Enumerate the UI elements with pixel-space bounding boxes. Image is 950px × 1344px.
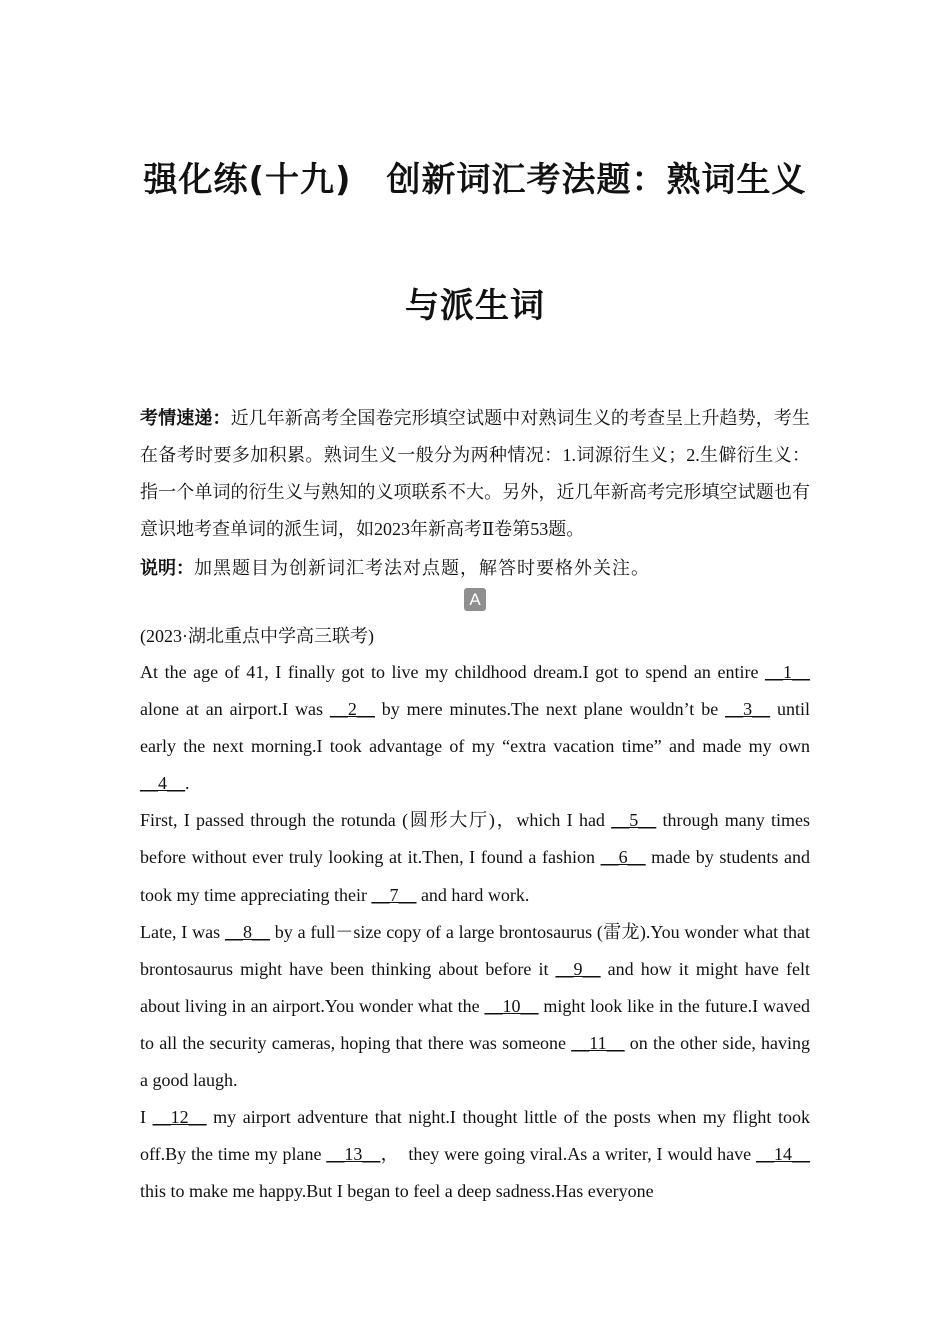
passage-text: . bbox=[185, 773, 190, 794]
passage-paragraph bbox=[140, 914, 810, 1099]
instruction-note bbox=[140, 550, 810, 587]
passage-source: (2023·湖北重点中学高三联考) bbox=[140, 626, 374, 646]
blank-5: __5__ bbox=[611, 810, 657, 831]
intro-label: 考情速递： bbox=[140, 408, 231, 429]
blank-8: __8__ bbox=[224, 921, 270, 942]
passage-text: At the age of 41, I finally got to live my childhood dream.I got to spend an entire bbox=[140, 662, 765, 682]
passage-text: alone at an airport.I was bbox=[140, 699, 330, 720]
blank-7: __7__ bbox=[371, 884, 417, 905]
note-text: 加黑题目为创新词汇考法对点题，解答时要格外关注。 bbox=[194, 558, 650, 578]
passage-text: I bbox=[140, 1107, 153, 1128]
section-badge: A bbox=[464, 588, 486, 611]
passage-paragraph bbox=[140, 654, 810, 802]
blank-14: __14__ bbox=[756, 1144, 810, 1165]
passage-text: by a full－size copy of a large brontosaurus (雷龙).You wonder what that brontosaurus might have been thinking about before it bbox=[140, 921, 810, 979]
blank-3: __3__ bbox=[725, 699, 771, 720]
passage-text: and hard work. bbox=[416, 884, 530, 905]
passage-paragraph bbox=[140, 802, 810, 913]
blank-13: __13__ bbox=[326, 1144, 381, 1165]
note-label: 说明： bbox=[140, 558, 194, 579]
passage-text: and how it might have felt about living in an airport.You wonder what the bbox=[140, 958, 810, 1016]
blank-12: __12__ bbox=[152, 1107, 207, 1128]
passage-text: until early the next morning.I took advantage of my “extra vacation time” and made my own bbox=[140, 699, 810, 757]
intro-text: 近几年新高考全国卷完形填空试题中对熟词生义的考查呈上升趋势，考生在备考时要多加积累。熟词生义一般分为两种情况：1.词源衍生义；2.生僻衍生义：指一个单词的衍生义与熟知的义项联系不大。另外，近几年新高考完形填空试题也有意识地考查单词的派生词，如2023年新高考Ⅱ卷第53题。 bbox=[140, 408, 811, 539]
blank-1: __1__ bbox=[765, 662, 810, 682]
passage-text: made by students and took my time appreciating their bbox=[140, 847, 810, 905]
passage-text: my airport adventure that night.I thought little of the posts when my flight took off.By the time my plane bbox=[140, 1107, 810, 1165]
passage-text: this to make me happy.But I began to feel a deep sadness.Has everyone bbox=[140, 1181, 654, 1202]
blank-2: __2__ bbox=[329, 699, 375, 720]
cloze-passage bbox=[140, 654, 810, 1210]
page-title-line-1: 强化练(十九) 创新词汇考法题：熟词生义 bbox=[143, 160, 807, 200]
passage-text: on the other side, having a good laugh. bbox=[140, 1032, 810, 1091]
passage-paragraph bbox=[140, 1099, 810, 1210]
blank-9: __9__ bbox=[555, 958, 601, 979]
passage-text: through many times before without ever truly looking at it.Then, I found a fashion bbox=[140, 810, 810, 868]
page-title-line-2: 与派生词 bbox=[405, 286, 545, 326]
passage-text: by mere minutes.The next plane wouldn’t be bbox=[374, 699, 726, 720]
passage-text: Late, I was bbox=[140, 921, 225, 942]
passage-text: First, I passed through the rotunda (圆形大厅)，which I had bbox=[140, 810, 612, 831]
blank-11: __11__ bbox=[571, 1032, 625, 1053]
blank-10: __10__ bbox=[484, 995, 539, 1016]
blank-6: __6__ bbox=[600, 847, 646, 868]
exam-trend-intro bbox=[140, 400, 810, 548]
passage-text: might look like in the future.I waved to all the security cameras, hoping that there was someone bbox=[140, 995, 811, 1053]
passage-text: ， they were going viral.As a writer, I would have bbox=[380, 1144, 756, 1165]
blank-4: __4__ bbox=[140, 773, 185, 794]
